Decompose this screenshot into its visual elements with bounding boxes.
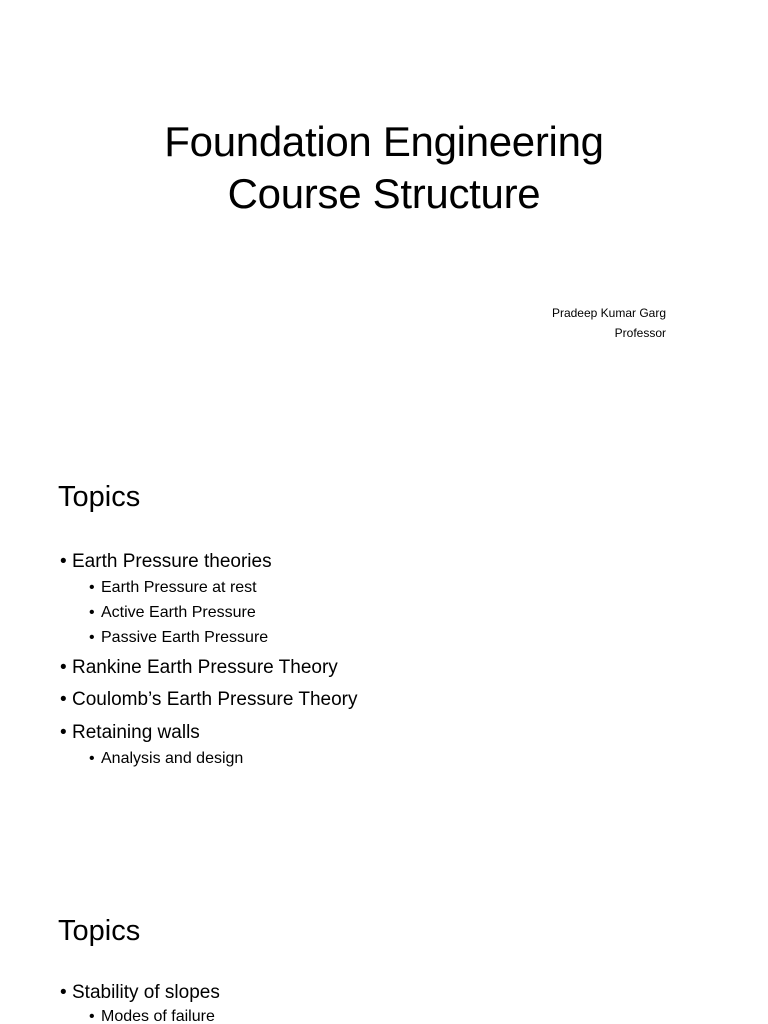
list-item <box>60 687 357 713</box>
sub-list-item-label: Earth Pressure at rest <box>101 579 257 596</box>
list-item <box>60 549 272 575</box>
bullet-icon: • <box>60 689 67 710</box>
bullet-icon: • <box>60 551 67 572</box>
list-item-label: Coulomb’s Earth Pressure Theory <box>72 689 358 710</box>
title-line-2: Course Structure <box>227 170 541 217</box>
list-item-label: Earth Pressure theories <box>72 551 272 572</box>
list-item <box>60 980 220 1006</box>
topics-heading: Topics <box>58 481 141 513</box>
bullet-icon: • <box>89 579 95 596</box>
sub-list-item <box>89 627 268 649</box>
sub-list-item-label: Passive Earth Pressure <box>101 629 269 646</box>
sub-list-item <box>89 602 256 624</box>
topics-slide-2 <box>0 864 768 1024</box>
bullet-icon: • <box>89 1008 95 1024</box>
bullet-icon: • <box>89 750 95 767</box>
list-item-label: Stability of slopes <box>72 982 220 1003</box>
list-item-label: Retaining walls <box>72 722 200 743</box>
title-slide <box>0 0 768 432</box>
title-line-1: Foundation Engineering <box>164 118 604 165</box>
list-item <box>60 655 338 681</box>
bullet-icon: • <box>89 629 95 646</box>
bullet-icon: • <box>60 657 67 678</box>
topics-slide-1 <box>0 432 768 864</box>
sub-list-item <box>89 577 257 599</box>
sub-list-item-label: Modes of failure <box>101 1008 215 1024</box>
sub-list-item <box>89 748 243 770</box>
bullet-icon: • <box>60 722 67 743</box>
list-item-label: Rankine Earth Pressure Theory <box>72 657 338 678</box>
bullet-icon: • <box>89 604 95 621</box>
author-name: Pradeep Kumar Garg <box>551 306 666 320</box>
list-item <box>60 720 200 746</box>
author-role: Professor <box>614 326 666 340</box>
sub-list-item-label: Analysis and design <box>101 750 244 767</box>
bullet-icon: • <box>60 982 67 1003</box>
sub-list-item-label: Active Earth Pressure <box>101 604 256 621</box>
sub-list-item <box>89 1006 215 1024</box>
topics-heading: Topics <box>58 915 141 947</box>
